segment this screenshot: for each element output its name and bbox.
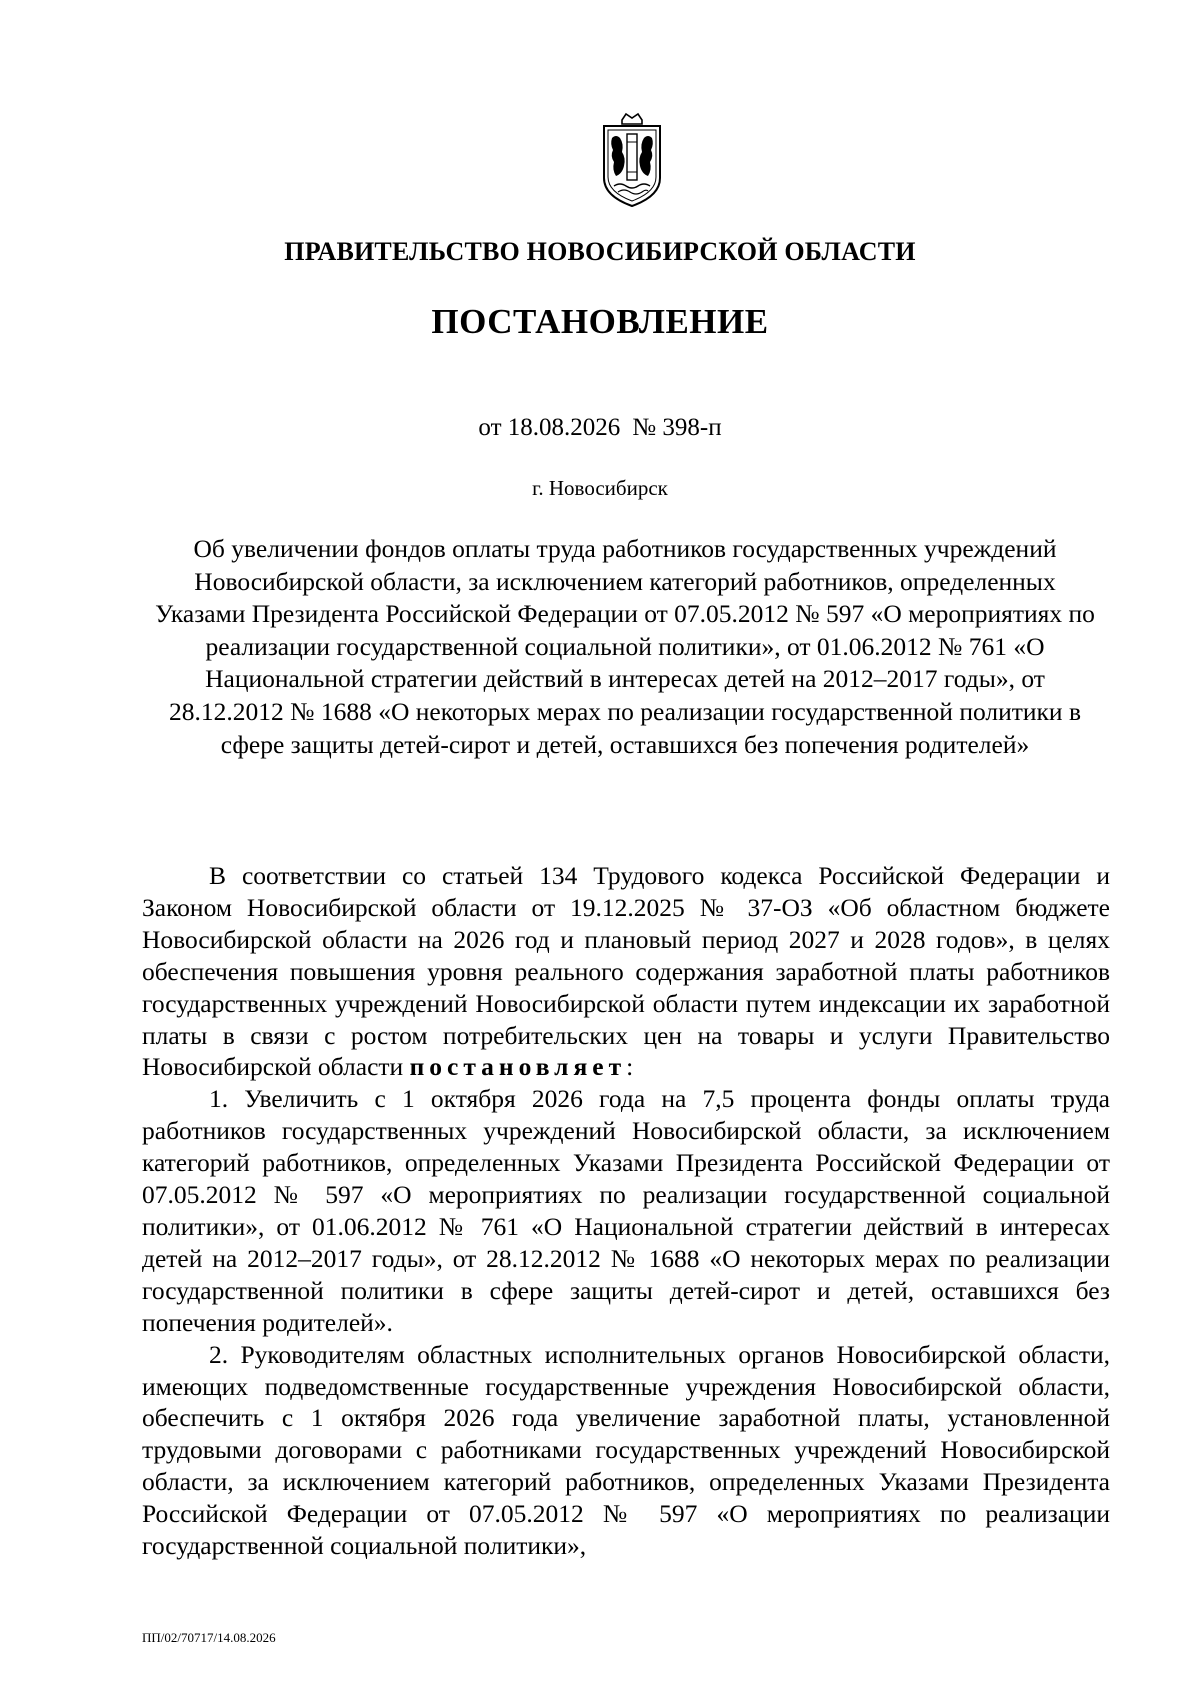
document-footer-code: ПП/02/70717/14.08.2026 [142, 1630, 276, 1645]
preamble-text: В соответствии со статьей 134 Трудового кодекса Российской Федерации и Законом Новосибирской области от 19.12.2025 № 37-ОЗ «Об областном бюджете Новосибирской области на 2026 год и плановый период 2027 и 2028 годов», в целях обеспечения повышения уровня реального содержания заработной платы работников государственных учреждений Новосибирской области путем индексации их заработной платы в связи с ростом потребительских цен на товары и услуги Правительство Новосибирской области [142, 861, 1110, 1082]
coat-of-arms-icon [600, 112, 664, 210]
item-2-paragraph: 2. Руководителям областных исполнительных органов Новосибирской области, имеющих подведомственные государственные учреждения Новосибирской области, обеспечить с 1 октября 2026 года увеличение заработной платы, установленной трудовыми договорами с работниками государственных учреждений Новосибирской области, за исключением категорий работников, определенных Указами Президента Российской Федерации от 07.05.2012 № 597 «О мероприятиях по реализации государственной социальной политики», [142, 1339, 1110, 1561]
resolves-word: постановляет [409, 1052, 627, 1082]
document-city: г. Новосибирск [532, 476, 668, 500]
document-body [142, 860, 1110, 1562]
document-number: № 398-п [632, 414, 722, 441]
document-date: от 18.08.2026 [478, 414, 621, 441]
item-1-paragraph: 1. Увеличить с 1 октября 2026 года на 7,5 процента фонды оплаты труда работников государственных учреждений Новосибирской области, за исключением категорий работников, определенных Указами Президента Российской Федерации от 07.05.2012 № 597 «О мероприятиях по реализации государственной социальной политики», от 01.06.2012 № 761 «О Национальной стратегии действий в интересах детей на 2012–2017 годы», от 28.12.2012 № 1688 «О некоторых мерах по реализации государственной политики в сфере защиты детей-сирот и детей, оставшихся без попечения родителей». [142, 1084, 1110, 1337]
preamble-paragraph [142, 860, 1110, 1083]
resolves-tail: : [626, 1052, 634, 1082]
document-title: Об увеличении фондов оплаты труда работников государственных учреждений Новосибирской области, за исключением категорий работников, определенных Указами Президента Российской Федерации от 07.05.2012 № 597 «О мероприятиях по реализации государственной социальной политики», от 01.06.2012 № 761 «О Национальной стратегии действий в интересах детей на 2012–2017 годы», от 28.12.2012 № 1688 «О некоторых мерах по реализации государственной политики в сфере защиты детей-сирот и детей, оставшихся без попечения родителей» [155, 534, 1095, 759]
document-type: ПОСТАНОВЛЕНИЕ [431, 302, 769, 341]
organization-name: ПРАВИТЕЛЬСТВО НОВОСИБИРСКОЙ ОБЛАСТИ [284, 237, 916, 266]
document-date-line [0, 414, 1200, 442]
